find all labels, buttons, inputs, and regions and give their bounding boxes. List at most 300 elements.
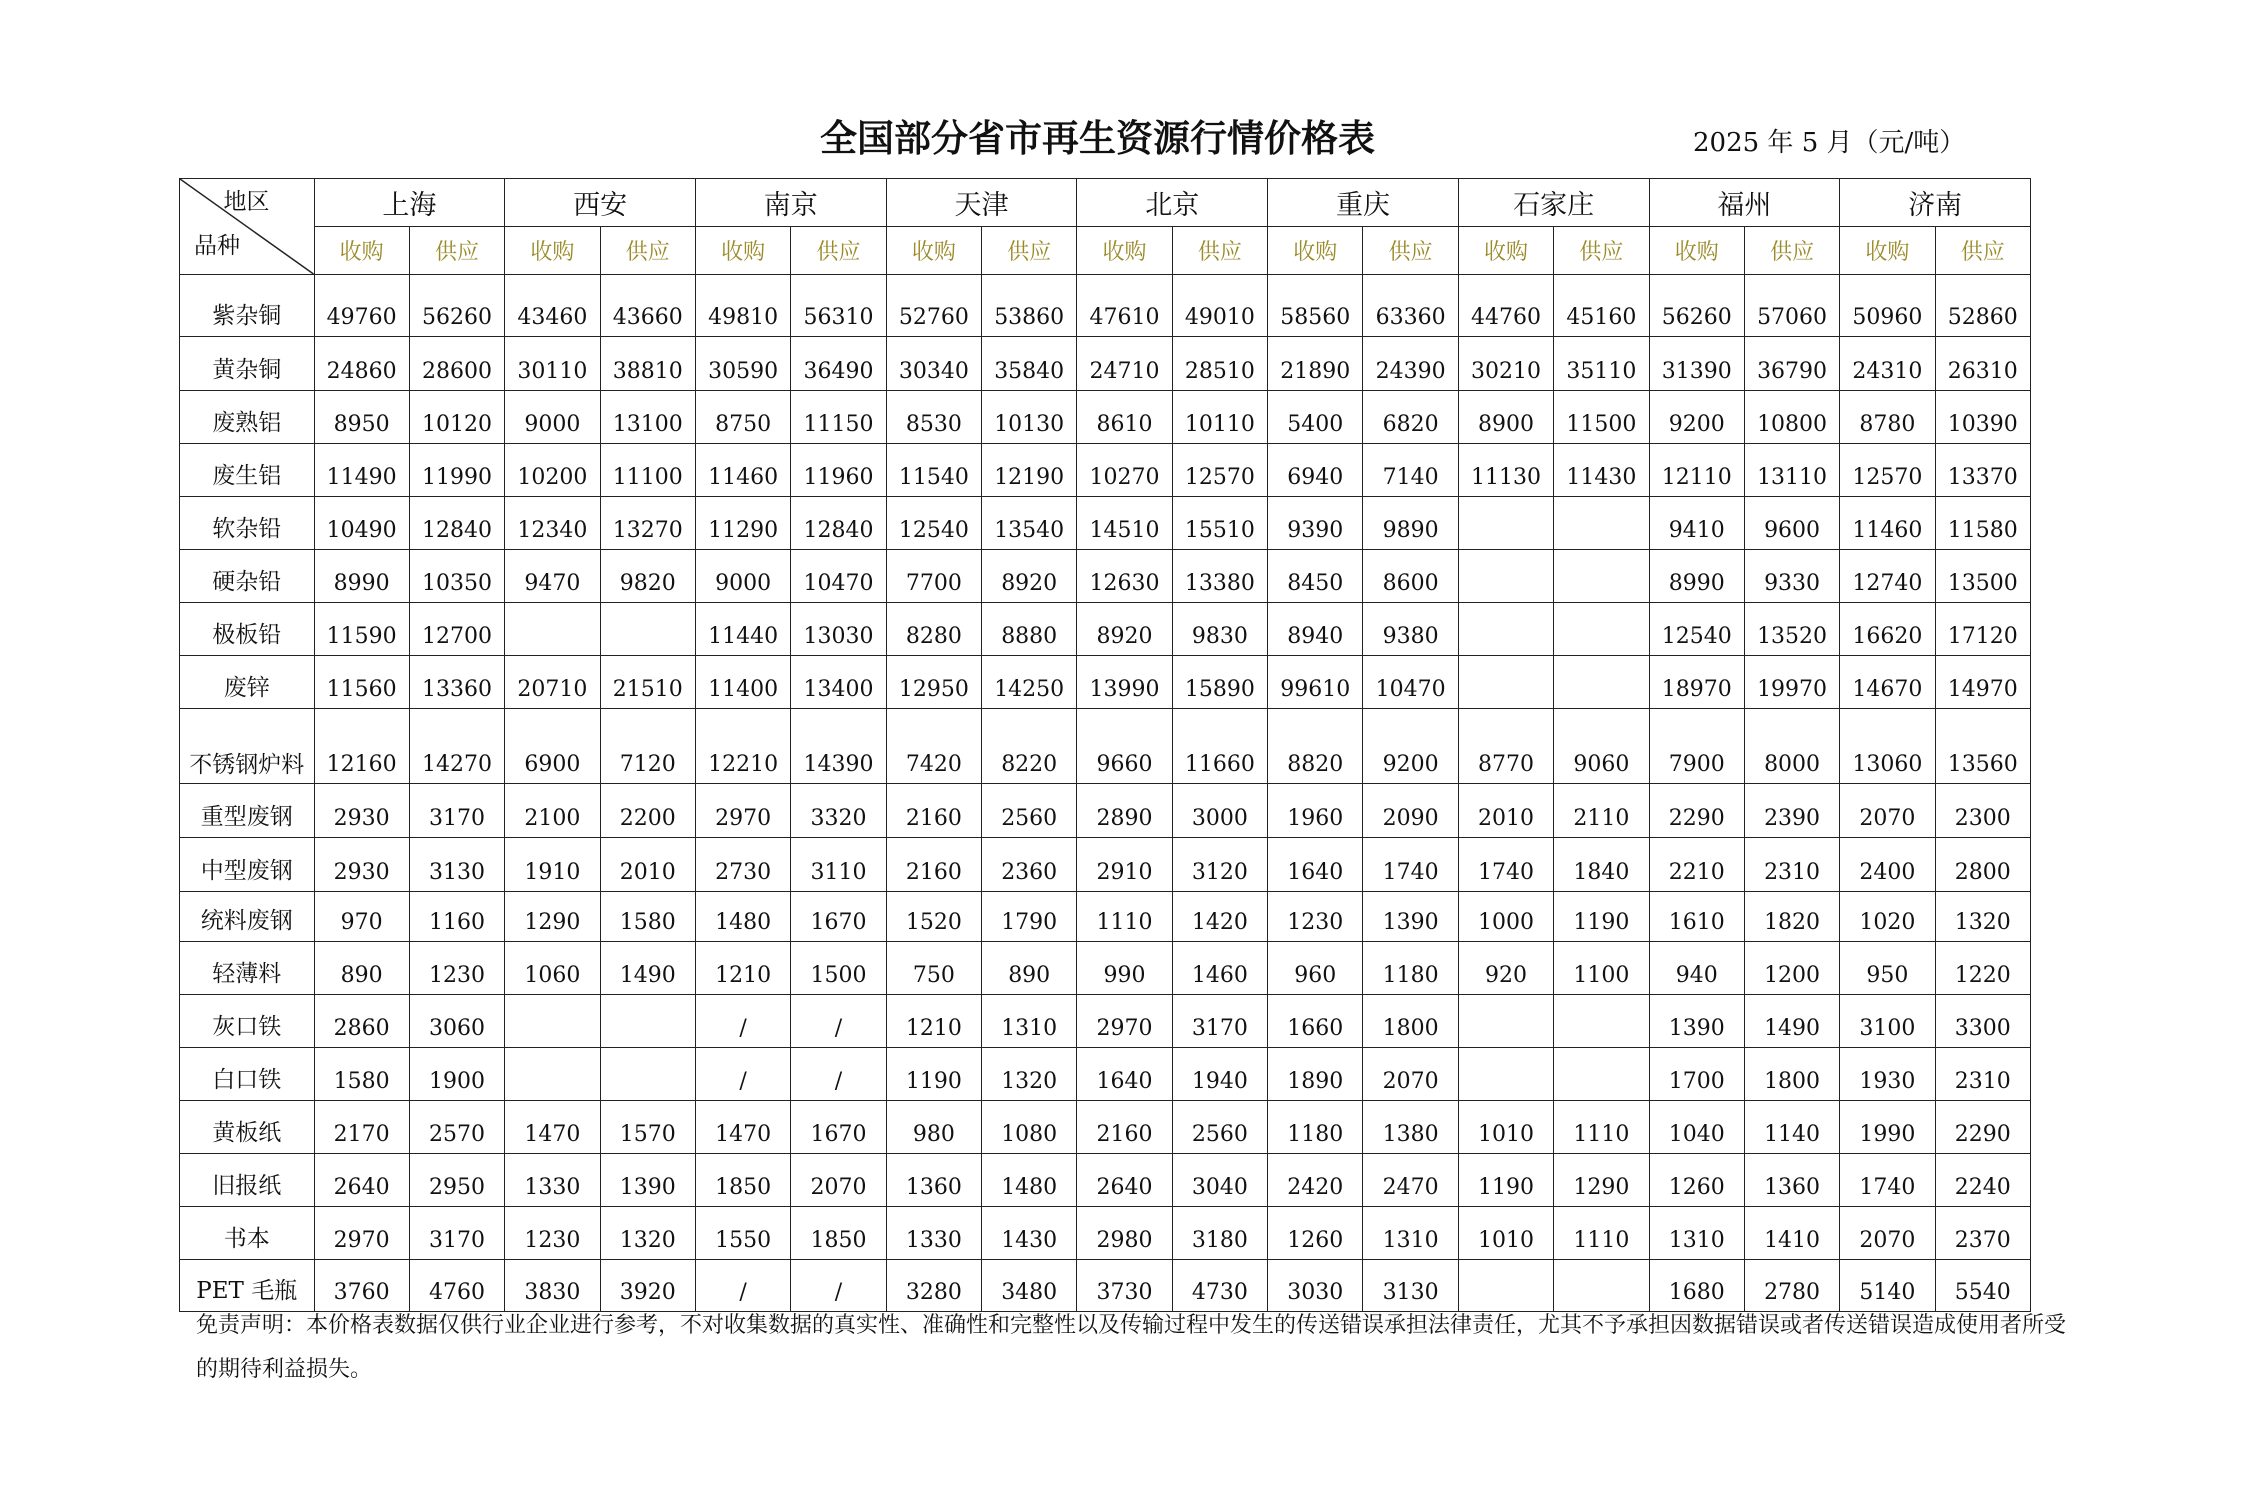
city-header: 北京	[1077, 179, 1268, 227]
buy-price-cell: 2970	[1077, 995, 1172, 1048]
buy-price-header: 收购	[1268, 227, 1363, 275]
buy-price-cell: 1470	[505, 1101, 600, 1154]
buy-price-cell: 2860	[314, 995, 409, 1048]
buy-price-cell: 8450	[1268, 550, 1363, 603]
buy-price-cell: 9390	[1268, 497, 1363, 550]
sell-price-cell: 1110	[1554, 1207, 1649, 1260]
buy-price-cell: 3730	[1077, 1260, 1172, 1312]
sell-price-cell: 3170	[1172, 995, 1267, 1048]
buy-price-cell: 1390	[1649, 995, 1744, 1048]
sell-price-cell: 2560	[982, 784, 1077, 838]
sell-price-header: 供应	[1935, 227, 2030, 275]
buy-price-cell: 1230	[505, 1207, 600, 1260]
sell-price-cell: 1390	[600, 1154, 695, 1207]
sell-price-cell: 2560	[1172, 1101, 1267, 1154]
corner-region-label: 地区	[223, 189, 270, 215]
sell-price-cell: 13270	[600, 497, 695, 550]
buy-price-cell: 20710	[505, 656, 600, 709]
sell-price-cell: 1230	[409, 942, 504, 995]
buy-price-cell: 3760	[314, 1260, 409, 1312]
sell-price-header: 供应	[1363, 227, 1458, 275]
buy-price-cell: 31390	[1649, 337, 1744, 391]
sell-price-cell: 3170	[409, 784, 504, 838]
sell-price-cell: 1310	[982, 995, 1077, 1048]
table-row	[180, 603, 2031, 656]
buy-price-cell: 960	[1268, 942, 1363, 995]
sell-price-cell: 1290	[1554, 1154, 1649, 1207]
city-header: 天津	[886, 179, 1077, 227]
sell-price-cell: 8000	[1744, 709, 1839, 784]
buy-price-cell: 2100	[505, 784, 600, 838]
buy-price-cell: 1700	[1649, 1048, 1744, 1101]
buy-price-cell: 920	[1458, 942, 1553, 995]
city-header: 南京	[695, 179, 886, 227]
buy-price-cell: 1210	[695, 942, 790, 995]
sell-price-cell: 14390	[791, 709, 886, 784]
sell-price-cell: 2780	[1744, 1260, 1839, 1312]
sell-price-cell: 10110	[1172, 391, 1267, 444]
buy-price-cell: 14510	[1077, 497, 1172, 550]
sell-price-cell: 12190	[982, 444, 1077, 497]
price-table	[179, 178, 2031, 1312]
sell-price-cell: 9600	[1744, 497, 1839, 550]
sell-price-cell: 11500	[1554, 391, 1649, 444]
buy-price-cell: 99610	[1268, 656, 1363, 709]
sell-price-cell: 1080	[982, 1101, 1077, 1154]
buy-price-cell: 12630	[1077, 550, 1172, 603]
sell-price-cell: 2470	[1363, 1154, 1458, 1207]
buy-price-cell: 7900	[1649, 709, 1744, 784]
sell-price-cell: 10800	[1744, 391, 1839, 444]
sell-price-cell: 13370	[1935, 444, 2030, 497]
buy-price-cell: 1330	[505, 1154, 600, 1207]
sell-price-cell: 2310	[1744, 838, 1839, 892]
table-row	[180, 838, 2031, 892]
sell-price-cell: 1180	[1363, 942, 1458, 995]
table-row	[180, 892, 2031, 942]
sell-price-cell: 1320	[600, 1207, 695, 1260]
sub-header-row	[180, 227, 2031, 275]
sell-price-cell: 2300	[1935, 784, 2030, 838]
buy-price-cell: 1960	[1268, 784, 1363, 838]
sell-price-cell: 2200	[600, 784, 695, 838]
table-row	[180, 656, 2031, 709]
sell-price-cell: 28600	[409, 337, 504, 391]
sell-price-cell: 1320	[982, 1048, 1077, 1101]
sell-price-cell: 10350	[409, 550, 504, 603]
page-title: 全国部分省市再生资源行情价格表	[820, 117, 1375, 160]
sell-price-cell	[1554, 603, 1649, 656]
corner-cell	[180, 179, 315, 275]
sell-price-cell: 1840	[1554, 838, 1649, 892]
buy-price-cell: 2640	[1077, 1154, 1172, 1207]
buy-price-cell: 8820	[1268, 709, 1363, 784]
sell-price-cell: 4760	[409, 1260, 504, 1312]
buy-price-cell: 30210	[1458, 337, 1553, 391]
sell-price-cell	[1554, 497, 1649, 550]
sell-price-cell: 1460	[1172, 942, 1267, 995]
sell-price-cell: 2310	[1935, 1048, 2030, 1101]
buy-price-cell: 2160	[1077, 1101, 1172, 1154]
sell-price-cell: 36490	[791, 337, 886, 391]
buy-price-cell: 12740	[1840, 550, 1935, 603]
sell-price-cell: 3110	[791, 838, 886, 892]
buy-price-cell: 1230	[1268, 892, 1363, 942]
buy-price-cell: 2290	[1649, 784, 1744, 838]
sell-price-cell: 3320	[791, 784, 886, 838]
buy-price-cell: 11490	[314, 444, 409, 497]
sell-price-cell	[1554, 1048, 1649, 1101]
buy-price-cell: 980	[886, 1101, 981, 1154]
sell-price-cell: 2390	[1744, 784, 1839, 838]
buy-price-cell: 2970	[314, 1207, 409, 1260]
item-name-cell: 统料废钢	[180, 892, 315, 942]
sell-price-header: 供应	[1744, 227, 1839, 275]
sell-price-cell: 3040	[1172, 1154, 1267, 1207]
sell-price-cell: 2240	[1935, 1154, 2030, 1207]
sell-price-cell: 2290	[1935, 1101, 2030, 1154]
sell-price-cell: 4730	[1172, 1260, 1267, 1312]
buy-price-header: 收购	[505, 227, 600, 275]
sell-price-cell: 19970	[1744, 656, 1839, 709]
sell-price-cell: /	[791, 995, 886, 1048]
buy-price-cell: 24310	[1840, 337, 1935, 391]
buy-price-cell: 1260	[1268, 1207, 1363, 1260]
sell-price-cell: 14270	[409, 709, 504, 784]
sell-price-cell	[1554, 550, 1649, 603]
buy-price-cell: 1290	[505, 892, 600, 942]
item-name-cell: 废锌	[180, 656, 315, 709]
sell-price-cell: 56310	[791, 275, 886, 337]
item-name-cell: 白口铁	[180, 1048, 315, 1101]
buy-price-cell: 14670	[1840, 656, 1935, 709]
buy-price-cell: 2210	[1649, 838, 1744, 892]
buy-price-cell: 11440	[695, 603, 790, 656]
table-row	[180, 275, 2031, 337]
sell-price-cell: 1220	[1935, 942, 2030, 995]
buy-price-cell: 8990	[1649, 550, 1744, 603]
sell-price-cell: 11580	[1935, 497, 2030, 550]
buy-price-cell	[505, 995, 600, 1048]
buy-price-cell: 1190	[886, 1048, 981, 1101]
sell-price-cell: 13540	[982, 497, 1077, 550]
item-name-cell: PET 毛瓶	[180, 1260, 315, 1312]
buy-price-cell: 970	[314, 892, 409, 942]
buy-price-cell: 8920	[1077, 603, 1172, 656]
sell-price-cell: 1740	[1363, 838, 1458, 892]
buy-price-cell: 58560	[1268, 275, 1363, 337]
sell-price-header: 供应	[409, 227, 504, 275]
buy-price-cell: 13060	[1840, 709, 1935, 784]
item-name-cell: 黄杂铜	[180, 337, 315, 391]
sell-price-cell: 8920	[982, 550, 1077, 603]
sell-price-cell: 8880	[982, 603, 1077, 656]
buy-price-cell: 2890	[1077, 784, 1172, 838]
buy-price-cell: 56260	[1649, 275, 1744, 337]
table-row	[180, 550, 2031, 603]
buy-price-cell: 47610	[1077, 275, 1172, 337]
city-header: 福州	[1649, 179, 1840, 227]
sell-price-cell: 890	[982, 942, 1077, 995]
buy-price-cell: 12210	[695, 709, 790, 784]
sell-price-cell: 1110	[1554, 1101, 1649, 1154]
buy-price-cell: 8950	[314, 391, 409, 444]
sell-price-cell: 3130	[1363, 1260, 1458, 1312]
city-header: 石家庄	[1458, 179, 1649, 227]
buy-price-cell: 1990	[1840, 1101, 1935, 1154]
city-header: 济南	[1840, 179, 2031, 227]
buy-price-cell: 2400	[1840, 838, 1935, 892]
buy-price-cell: 1330	[886, 1207, 981, 1260]
buy-price-cell: 1910	[505, 838, 600, 892]
buy-price-cell: 9000	[695, 550, 790, 603]
sell-price-cell: 26310	[1935, 337, 2030, 391]
buy-price-cell: 2420	[1268, 1154, 1363, 1207]
sell-price-cell: 13560	[1935, 709, 2030, 784]
sell-price-cell: 13380	[1172, 550, 1267, 603]
buy-price-cell: 1740	[1458, 838, 1553, 892]
buy-price-cell: 2930	[314, 838, 409, 892]
buy-price-cell: 12340	[505, 497, 600, 550]
sell-price-cell: 45160	[1554, 275, 1649, 337]
sell-price-cell: 1410	[1744, 1207, 1839, 1260]
buy-price-cell: 9200	[1649, 391, 1744, 444]
sell-price-cell: 2070	[791, 1154, 886, 1207]
buy-price-cell: 2160	[886, 784, 981, 838]
sell-price-cell: 3000	[1172, 784, 1267, 838]
sell-price-cell	[1554, 656, 1649, 709]
table-row	[180, 942, 2031, 995]
sell-price-cell: 1580	[600, 892, 695, 942]
sell-price-cell: 3300	[1935, 995, 2030, 1048]
sell-price-cell: 28510	[1172, 337, 1267, 391]
buy-price-header: 收购	[314, 227, 409, 275]
sell-price-cell: 52860	[1935, 275, 2030, 337]
buy-price-cell: 11560	[314, 656, 409, 709]
sell-price-cell: 1570	[600, 1101, 695, 1154]
buy-price-cell: 940	[1649, 942, 1744, 995]
buy-price-cell: 11130	[1458, 444, 1553, 497]
buy-price-cell: 1640	[1077, 1048, 1172, 1101]
table-row	[180, 497, 2031, 550]
buy-price-cell: 7420	[886, 709, 981, 784]
sell-price-cell: 1200	[1744, 942, 1839, 995]
sell-price-cell: 1380	[1363, 1101, 1458, 1154]
buy-price-cell: 1010	[1458, 1101, 1553, 1154]
buy-price-cell: 11290	[695, 497, 790, 550]
buy-price-cell: 8770	[1458, 709, 1553, 784]
sell-price-header: 供应	[791, 227, 886, 275]
sell-price-cell: 24390	[1363, 337, 1458, 391]
buy-price-cell: 8530	[886, 391, 981, 444]
table-row	[180, 1048, 2031, 1101]
buy-price-cell: 1010	[1458, 1207, 1553, 1260]
city-header-row	[180, 179, 2031, 227]
sell-price-cell: 13360	[409, 656, 504, 709]
sell-price-cell: 15510	[1172, 497, 1267, 550]
sell-price-cell: 2370	[1935, 1207, 2030, 1260]
item-name-cell: 不锈钢炉料	[180, 709, 315, 784]
buy-price-cell: 30110	[505, 337, 600, 391]
buy-price-cell: 12540	[886, 497, 981, 550]
sell-price-cell: 49010	[1172, 275, 1267, 337]
city-header: 上海	[314, 179, 505, 227]
sell-price-cell: 1800	[1744, 1048, 1839, 1101]
sell-price-cell: 1790	[982, 892, 1077, 942]
sell-price-cell: 10470	[791, 550, 886, 603]
table-row	[180, 784, 2031, 838]
buy-price-cell: 1680	[1649, 1260, 1744, 1312]
buy-price-cell: 1610	[1649, 892, 1744, 942]
sell-price-cell: /	[791, 1048, 886, 1101]
buy-price-cell: 1520	[886, 892, 981, 942]
sell-price-cell: 12700	[409, 603, 504, 656]
buy-price-cell: 2170	[314, 1101, 409, 1154]
item-name-cell: 软杂铅	[180, 497, 315, 550]
buy-price-cell: 1260	[1649, 1154, 1744, 1207]
sell-price-cell: 2110	[1554, 784, 1649, 838]
buy-price-cell: 2730	[695, 838, 790, 892]
sell-price-cell: 1820	[1744, 892, 1839, 942]
sell-price-cell: 7120	[600, 709, 695, 784]
sell-price-cell: 9830	[1172, 603, 1267, 656]
buy-price-cell: 12110	[1649, 444, 1744, 497]
item-name-cell: 黄板纸	[180, 1101, 315, 1154]
item-name-cell: 极板铅	[180, 603, 315, 656]
sell-price-cell: /	[791, 1260, 886, 1312]
sell-price-cell: 11430	[1554, 444, 1649, 497]
buy-price-cell: 1000	[1458, 892, 1553, 942]
buy-price-cell: 6900	[505, 709, 600, 784]
buy-price-cell: 2980	[1077, 1207, 1172, 1260]
item-name-cell: 废熟铝	[180, 391, 315, 444]
buy-price-cell: 1930	[1840, 1048, 1935, 1101]
sell-price-cell: 11100	[600, 444, 695, 497]
buy-price-header: 收购	[1458, 227, 1553, 275]
buy-price-cell: /	[695, 995, 790, 1048]
sell-price-cell: 9330	[1744, 550, 1839, 603]
sell-price-cell: 3170	[409, 1207, 504, 1260]
buy-price-cell	[1458, 497, 1553, 550]
buy-price-cell	[1458, 603, 1553, 656]
sell-price-cell: 10130	[982, 391, 1077, 444]
buy-price-cell: 1180	[1268, 1101, 1363, 1154]
sell-price-cell: 1500	[791, 942, 886, 995]
buy-price-cell	[1458, 995, 1553, 1048]
buy-price-cell: 2970	[695, 784, 790, 838]
buy-price-cell: 1550	[695, 1207, 790, 1260]
sell-price-cell: 38810	[600, 337, 695, 391]
table-row	[180, 709, 2031, 784]
table-row	[180, 337, 2031, 391]
buy-price-cell: 6940	[1268, 444, 1363, 497]
buy-price-cell: /	[695, 1260, 790, 1312]
buy-price-cell: 8750	[695, 391, 790, 444]
sell-price-cell: 12840	[791, 497, 886, 550]
sell-price-cell: 3060	[409, 995, 504, 1048]
table-row	[180, 444, 2031, 497]
buy-price-cell: 21890	[1268, 337, 1363, 391]
buy-price-cell	[1458, 550, 1553, 603]
sell-price-cell: 9380	[1363, 603, 1458, 656]
item-name-cell: 灰口铁	[180, 995, 315, 1048]
disclaimer: 免责声明：本价格表数据仅供行业企业进行参考，不对收集数据的真实性、准确性和完整性以及传输过程中发生的传送错误承担法律责任，尤其不予承担因数据错误或者传送错误造成使用者所受的期待利益损失。	[196, 1313, 2067, 1382]
buy-price-cell: 2070	[1840, 1207, 1935, 1260]
sell-price-cell: 1670	[791, 892, 886, 942]
sell-price-cell: 13110	[1744, 444, 1839, 497]
buy-price-cell: 30340	[886, 337, 981, 391]
sell-price-cell: 12570	[1172, 444, 1267, 497]
buy-price-cell: 1110	[1077, 892, 1172, 942]
sell-price-cell: 21510	[600, 656, 695, 709]
sell-price-cell: 56260	[409, 275, 504, 337]
buy-price-cell: 1740	[1840, 1154, 1935, 1207]
sell-price-cell: 10120	[409, 391, 504, 444]
sell-price-cell: 57060	[1744, 275, 1839, 337]
sell-price-cell: 1190	[1554, 892, 1649, 942]
buy-price-cell: 10200	[505, 444, 600, 497]
buy-price-cell: 1660	[1268, 995, 1363, 1048]
buy-price-cell: 5400	[1268, 391, 1363, 444]
buy-price-cell: 44760	[1458, 275, 1553, 337]
corner-item-label: 品种	[194, 233, 240, 259]
buy-price-cell	[1458, 1048, 1553, 1101]
sell-price-cell: 2090	[1363, 784, 1458, 838]
buy-price-cell	[505, 603, 600, 656]
sell-price-cell	[1554, 995, 1649, 1048]
sell-price-cell: 8600	[1363, 550, 1458, 603]
buy-price-cell: 8780	[1840, 391, 1935, 444]
buy-price-cell: 11400	[695, 656, 790, 709]
sell-price-cell: 8220	[982, 709, 1077, 784]
buy-price-cell: 12540	[1649, 603, 1744, 656]
sell-price-cell: 14250	[982, 656, 1077, 709]
buy-price-cell: 750	[886, 942, 981, 995]
buy-price-header: 收购	[1077, 227, 1172, 275]
sell-price-cell: 1490	[600, 942, 695, 995]
sell-price-cell: 11660	[1172, 709, 1267, 784]
sell-price-cell: 13100	[600, 391, 695, 444]
sell-price-cell: 2800	[1935, 838, 2030, 892]
sell-price-cell: 1940	[1172, 1048, 1267, 1101]
buy-price-cell: 5140	[1840, 1260, 1935, 1312]
buy-price-cell: 8990	[314, 550, 409, 603]
buy-price-cell	[505, 1048, 600, 1101]
buy-price-cell: 49810	[695, 275, 790, 337]
sell-price-cell	[600, 995, 695, 1048]
sell-price-cell: 11150	[791, 391, 886, 444]
buy-price-cell: 16620	[1840, 603, 1935, 656]
sell-price-cell: 1100	[1554, 942, 1649, 995]
buy-price-cell: 12160	[314, 709, 409, 784]
buy-price-cell: 2070	[1840, 784, 1935, 838]
sell-price-cell: 2570	[409, 1101, 504, 1154]
buy-price-cell: 1890	[1268, 1048, 1363, 1101]
sell-price-cell: 36790	[1744, 337, 1839, 391]
buy-price-cell: 9410	[1649, 497, 1744, 550]
buy-price-cell: 1210	[886, 995, 981, 1048]
sell-price-cell: 13400	[791, 656, 886, 709]
buy-price-cell: 1040	[1649, 1101, 1744, 1154]
city-header: 重庆	[1268, 179, 1459, 227]
date-unit-label: 2025 年 5 月（元/吨）	[1693, 128, 1966, 158]
sell-price-cell: 9200	[1363, 709, 1458, 784]
sell-price-cell	[600, 603, 695, 656]
sell-price-cell: 11990	[409, 444, 504, 497]
sell-price-cell: 63360	[1363, 275, 1458, 337]
sell-price-cell: 1900	[409, 1048, 504, 1101]
buy-price-cell: 10270	[1077, 444, 1172, 497]
